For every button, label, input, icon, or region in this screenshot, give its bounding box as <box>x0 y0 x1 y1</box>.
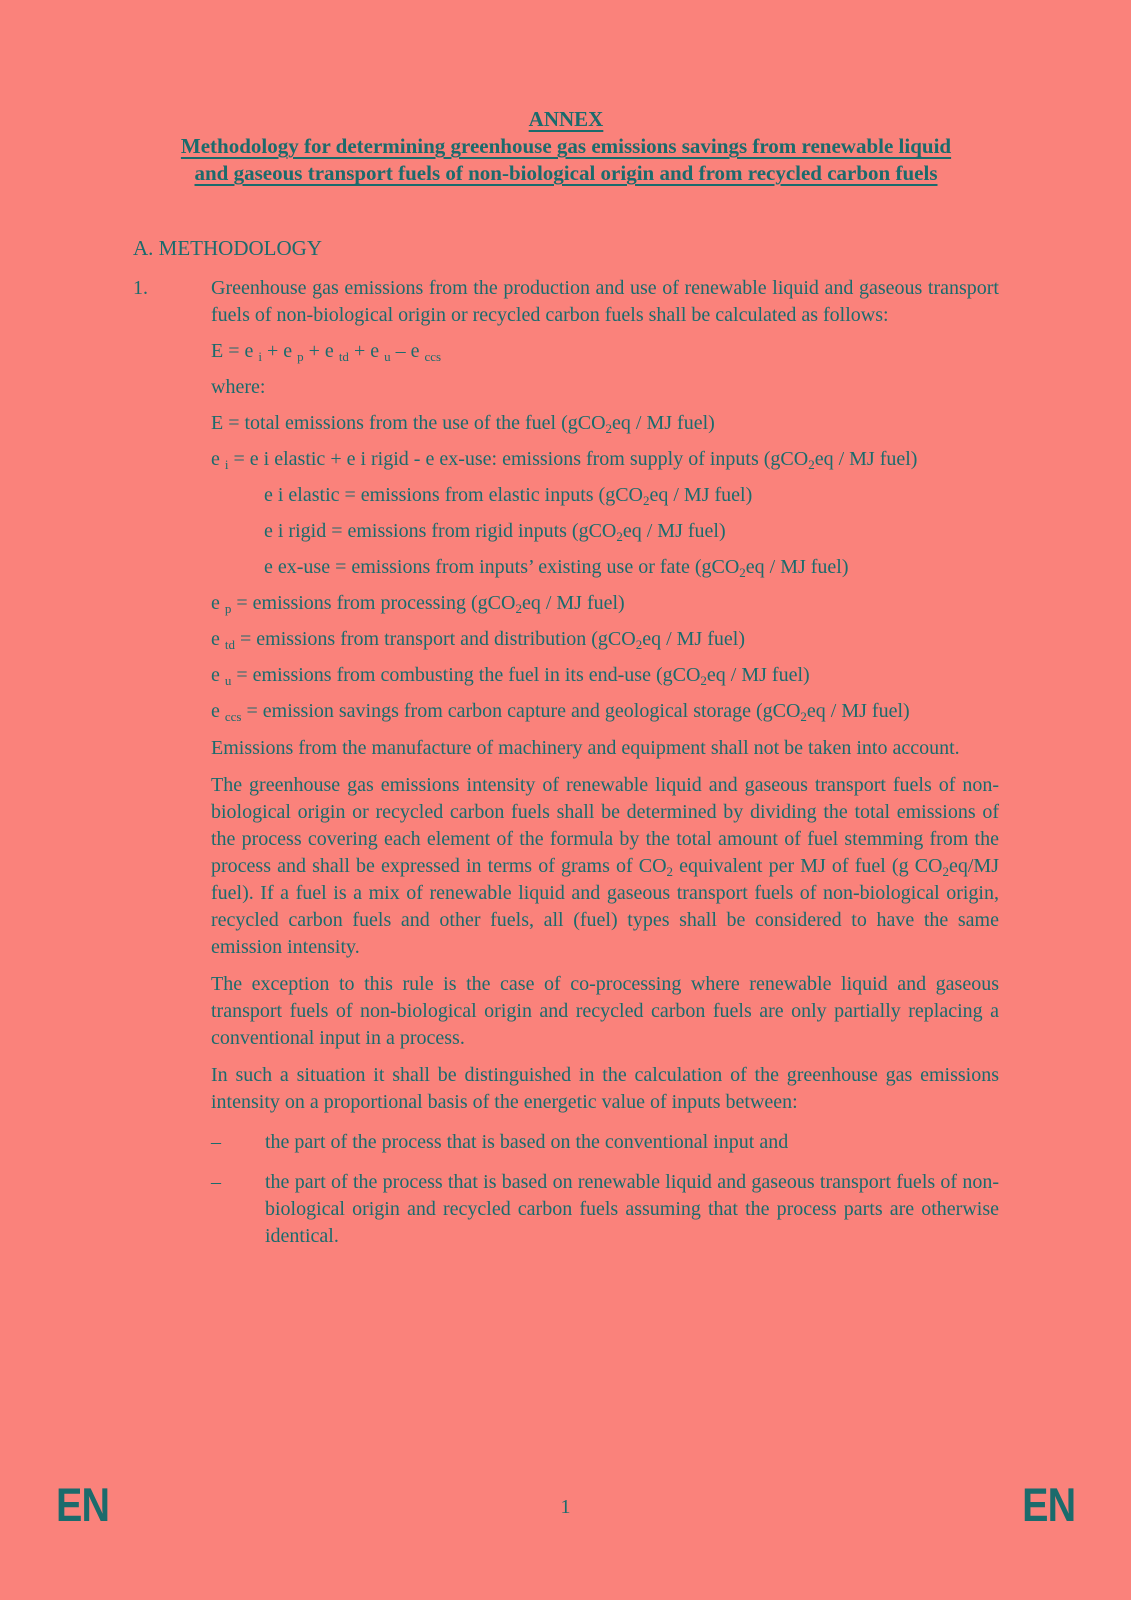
definition-total-emissions: E = total emissions from the use of the fuel (gCO$_2$eq / MJ fuel) <box>211 412 715 436</box>
body-paragraph-emissions-intensity: The greenhouse gas emissions intensity of renewable liquid and gaseous transport fuels of non-biological origin or recycled carbon fuels shall be determined by dividing the total emissions of the process covering each element of the formula by the total amount of fuel stemming from the process and shall be expressed in terms of grams of $CO_2$ equivalent per MJ of fuel (g $CO_2eq/MJ$ fuel). If a fuel is a mix of renewable liquid and gaseous transport fuels of non-biological origin, recycled carbon fuels and other fuels, all (fuel) types shall be considered to have the same emission intensity. <box>211 774 999 958</box>
definition-e-p: e $_p$ = emissions from processing (gCO$_2$eq / MJ fuel) <box>211 592 625 616</box>
numbered-paragraph-1 <box>133 275 999 329</box>
list-item-conventional-input <box>211 1129 999 1156</box>
page-number: 1 <box>560 1496 571 1518</box>
footer-language-left: EN <box>56 1478 110 1531</box>
list-item-renewable-part <box>211 1169 999 1250</box>
bullet-text: the part of the process that is based on renewable liquid and gaseous transport fuels of non-biological origin and recycled carbon fuels assuming that the process parts are otherwise identical. <box>265 1171 999 1247</box>
bullet-text: the part of the process that is based on the conventional input and <box>265 1131 789 1153</box>
bullet-dash: – <box>211 1131 221 1153</box>
body-paragraph-machinery: Emissions from the manufacture of machinery and equipment shall not be taken into account. <box>211 737 960 759</box>
definition-e-i: e $_i$ = e i elastic + e i rigid - e ex-use: emissions from supply of inputs (gCO$_2$eq / MJ fuel) <box>211 448 918 472</box>
document-header <box>133 106 999 187</box>
bullet-dash: – <box>211 1171 221 1193</box>
footer-language-right: EN <box>1021 1478 1075 1531</box>
paragraph-intro-text: Greenhouse gas emissions from the production and use of renewable liquid and gaseous transport fuels of non-biological origin or recycled carbon fuels shall be calculated as follows: <box>211 277 999 326</box>
document-title-line-2: and gaseous transport fuels of non-biological origin and from recycled carbon fuels <box>194 161 938 185</box>
section-heading-methodology: A. METHODOLOGY <box>133 236 322 260</box>
annex-label: ANNEX <box>528 107 604 131</box>
ghg-emissions-formula: E = e $_i$ + e $_p$ + e $_{td}$ + e $_u$ – e $_{ccs}$ <box>211 340 442 364</box>
page-content <box>133 106 999 1250</box>
where-label: where: <box>211 376 266 398</box>
document-title-line-1: Methodology for determining greenhouse gas emissions savings from renewable liquid <box>180 134 952 158</box>
definition-e-i-elastic: e i elastic = emissions from elastic inputs (gCO$_2$eq / MJ fuel) <box>264 484 753 508</box>
definition-e-ccs: e $_{ccs}$ = emission savings from carbon capture and geological storage (gCO$_2$eq / MJ fuel) <box>211 700 910 724</box>
definition-e-td: e $_{td}$ = emissions from transport and distribution (gCO$_2$eq / MJ fuel) <box>211 628 745 652</box>
body-paragraph-exception: The exception to this rule is the case of co-processing where renewable liquid and gaseous transport fuels of non-biological origin and recycled carbon fuels are only partially replacing a conventional input in a process. <box>211 973 999 1049</box>
definition-e-ex-use: e ex-use = emissions from inputs’ existing use or fate (gCO$_2$eq / MJ fuel) <box>264 556 849 580</box>
definition-e-u: e $_u$ = emissions from combusting the fuel in its end-use (gCO$_2$eq / MJ fuel) <box>211 664 810 688</box>
paragraph-number: 1. <box>133 277 148 299</box>
definition-e-i-rigid: e i rigid = emissions from rigid inputs (gCO$_2$eq / MJ fuel) <box>264 520 726 544</box>
body-paragraph-situation: In such a situation it shall be distinguished in the calculation of the greenhouse gas emissions intensity on a proportional basis of the energetic value of inputs between: <box>211 1064 999 1113</box>
